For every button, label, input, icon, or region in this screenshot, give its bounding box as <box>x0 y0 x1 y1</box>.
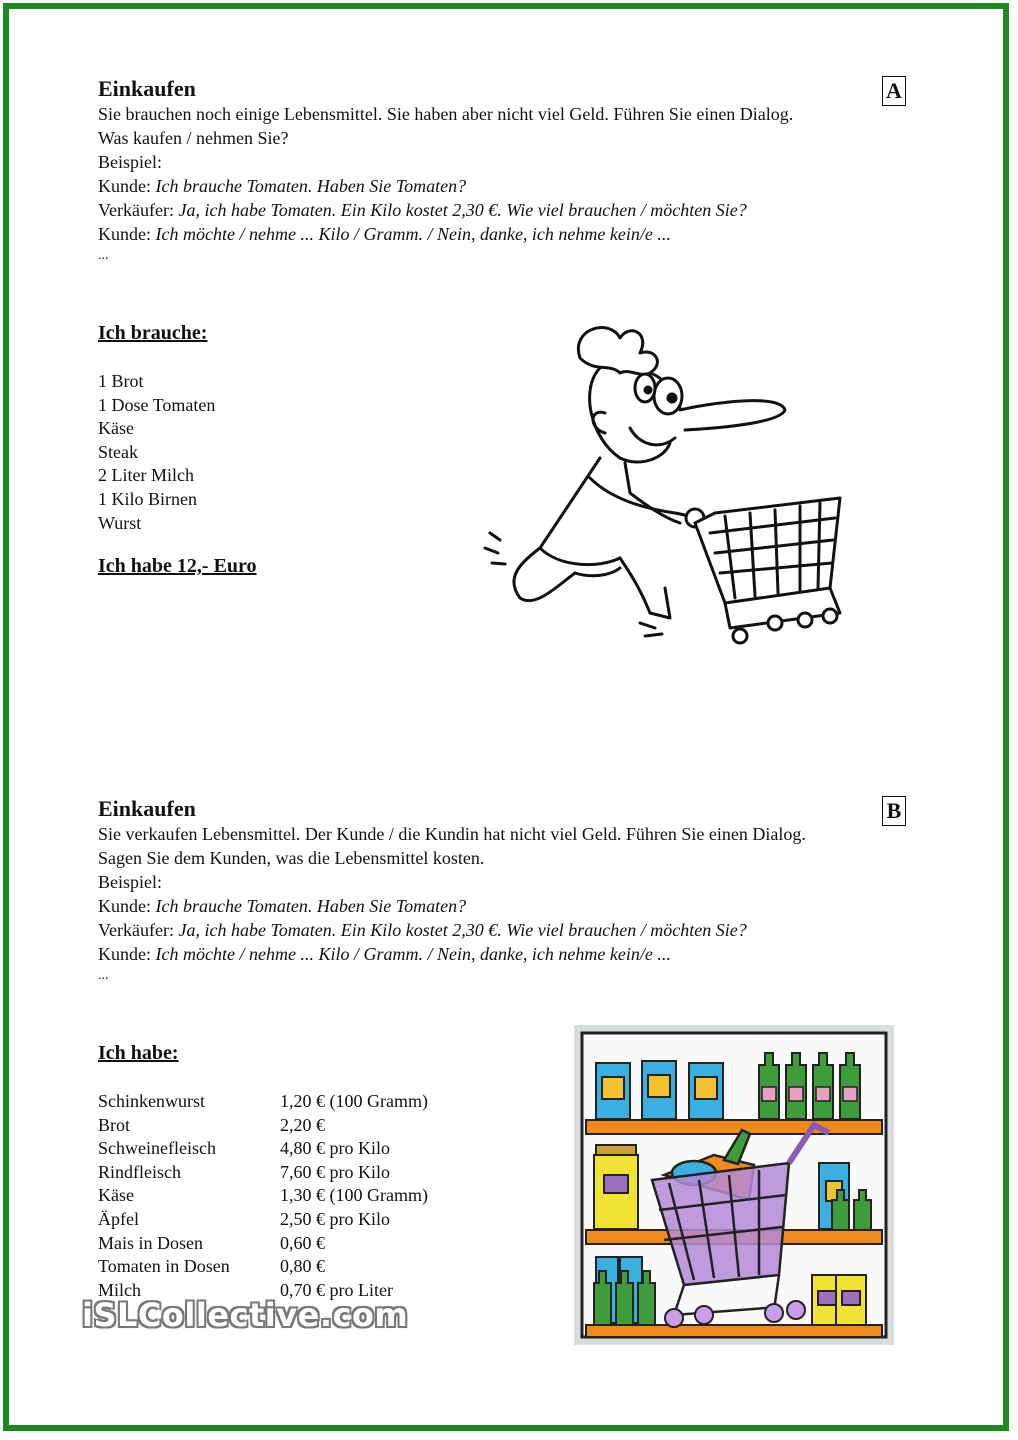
section-b <box>98 796 908 986</box>
price-row: Äpfel 2,50 € pro Kilo <box>98 1208 390 1229</box>
dialog-line: Kunde: Ich brauche Tomaten. Haben Sie Tomaten? <box>98 896 467 916</box>
price-row: Schweinefleisch 4,80 € pro Kilo <box>98 1138 390 1159</box>
dialog-line: Kunde: Ich möchte / nehme ... Kilo / Gramm. / Nein, danke, ich nehme kein/e ... <box>98 944 671 964</box>
section-a-badge: A <box>882 76 906 106</box>
price-row: Mais in Dosen 0,60 € <box>98 1232 325 1253</box>
dialog-line: Kunde: Ich möchte / nehme ... Kilo / Gramm. / Nein, danke, ich nehme kein/e ... <box>98 224 671 244</box>
shopping-list <box>98 320 398 579</box>
section-b-example-label: Beispiel: <box>98 872 162 892</box>
dialog-line: Verkäufer: Ja, ich habe Tomaten. Ein Kilo kostet 2,30 €. Wie viel brauchen / möchten Sie? <box>98 920 747 940</box>
list-item: 1 Kilo Birnen <box>98 488 197 509</box>
list-item: Wurst <box>98 512 142 533</box>
list-item: 1 Brot <box>98 371 144 391</box>
ellipsis: ... <box>98 968 109 983</box>
section-b-badge: B <box>882 796 906 826</box>
section-b-intro-1: Sie verkaufen Lebensmittel. Der Kunde / die Kundin hat nicht viel Geld. Führen Sie einen Dialog. <box>98 824 806 844</box>
section-b-title: Einkaufen <box>98 796 196 821</box>
section-a-intro-1: Sie brauchen noch einige Lebensmittel. Sie haben aber nicht viel Geld. Führen Sie einen Dialog. <box>98 104 794 124</box>
price-list <box>98 1040 518 1302</box>
list-item: Steak <box>98 441 138 462</box>
need-heading: Ich brauche: <box>98 322 208 344</box>
price-row: Rindfleisch 7,60 € pro Kilo <box>98 1161 390 1182</box>
list-item: 2 Liter Milch <box>98 465 194 486</box>
price-row: Schinkenwurst 1,20 € (100 Gramm) <box>98 1091 428 1111</box>
money-label: Ich habe 12,- Euro <box>98 555 257 578</box>
price-row: Milch 0,70 € pro Liter <box>98 1279 393 1300</box>
list-item: Käse <box>98 418 134 439</box>
grocery-shelf-illustration <box>574 1025 894 1345</box>
section-b-intro-2: Sagen Sie dem Kunden, was die Lebensmittel kosten. <box>98 848 485 868</box>
have-heading: Ich habe: <box>98 1042 179 1064</box>
section-a <box>98 76 908 266</box>
price-row: Käse 1,30 € (100 Gramm) <box>98 1185 428 1206</box>
watermark: iSLCollective.com <box>82 1296 409 1334</box>
dialog-line: Verkäufer: Ja, ich habe Tomaten. Ein Kilo kostet 2,30 €. Wie viel brauchen / möchten Sie? <box>98 200 747 220</box>
section-a-example-label: Beispiel: <box>98 152 162 172</box>
price-row: Tomaten in Dosen 0,80 € <box>98 1256 325 1277</box>
section-a-title: Einkaufen <box>98 76 196 101</box>
man-with-cart-illustration <box>480 318 860 653</box>
ellipsis: ... <box>98 248 109 263</box>
section-a-intro-2: Was kaufen / nehmen Sie? <box>98 128 289 148</box>
dialog-line: Kunde: Ich brauche Tomaten. Haben Sie Tomaten? <box>98 176 467 196</box>
price-row: Brot 2,20 € <box>98 1114 325 1135</box>
list-item: 1 Dose Tomaten <box>98 394 216 415</box>
